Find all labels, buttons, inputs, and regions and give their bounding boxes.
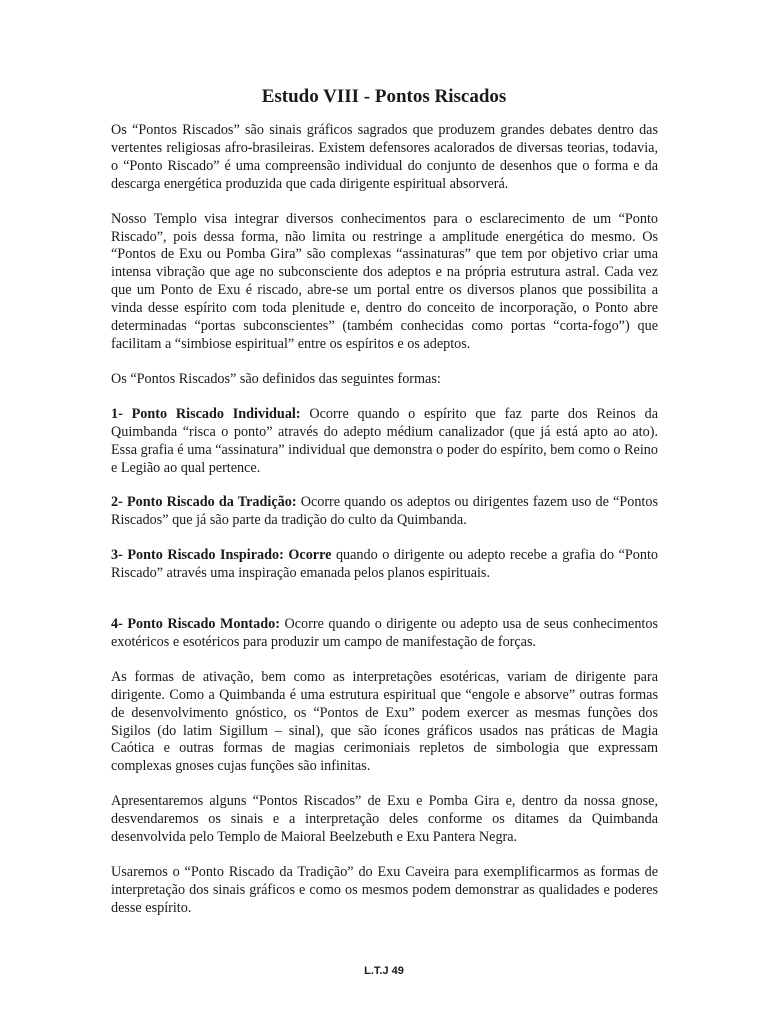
type-text: Ocorre quando o espírito que faz parte dos Reinos da Quimbanda “risca o ponto” através do adepto médium canalizador (que já está apto ao ato). Essa grafia é uma “assinatura” individual que demonstra o poder do espírito, bem como o Reino e Legião ao qual pertence. <box>111 405 658 476</box>
type-label: 2- Ponto Riscado da Tradição: <box>111 494 297 511</box>
type-tradicao <box>111 494 658 530</box>
type-label: 3- Ponto Riscado Inspirado: Ocorre <box>111 547 332 564</box>
type-text: Ocorre quando o dirigente ou adepto usa de seus conhecimentos exotéricos e esotéricos para produzir um campo de manifestação de forças. <box>111 616 658 650</box>
page-title: Estudo VIII - Pontos Riscados <box>261 86 507 107</box>
type-inspirado <box>111 547 658 583</box>
page-number-footer: L.T.J 49 <box>364 965 404 977</box>
type-individual <box>111 406 658 478</box>
paragraph-templo: Nosso Templo visa integrar diversos conhecimentos para o esclarecimento de um “Ponto Riscado”, pois dessa forma, não limita ou restringe a amplitude energética do mesmo. Os “Pontos de Exu ou Pomba Gira” são complexas “assinaturas” que tem por objetivo criar uma intensa vibração que age no subconsciente dos adeptos e na própria estrutura astral. Cada vez que um Ponto de Exu é riscado, abre-se um portal entre os diversos planos que possibilita a vinda desse espírito com toda plenitude e, dentro do conceito de incorporação, o Ponto abre determinadas “portas subconscientes” (também conhecidas como portas “corta-fogo”) que facilitam a “simbiose espiritual” entre os espíritos e os adeptos. <box>111 210 658 352</box>
paragraph-apresentaremos: Apresentaremos alguns “Pontos Riscados” de Exu e Pomba Gira e, dentro da nossa gnose, desvendaremos os sinais e a interpretação deles conforme os ditames da Quimbanda desenvolvida pelo Templo de Maioral Beelzebuth e Exu Pantera Negra. <box>111 793 658 846</box>
paragraph-ativacao: As formas de ativação, bem como as interpretações esotéricas, variam de dirigente para dirigente. Como a Quimbanda é uma estrutura espiritual que “engole e absorve” outras formas de desenvolvimento gnóstico, os “Pontos de Exu” podem exercer as mesmas funções dos Sigilos (do latim Sigillum – sinal), que são ícones gráficos usados nas práticas de Magia Caótica e outras formas de magias cerimoniais repletos de simbologia que expressam complexas gnoses cujas funções são infinitas. <box>111 668 658 775</box>
type-text: Ocorre quando os adeptos ou dirigentes fazem uso de “Pontos Riscados” que já são parte da tradição do culto da Quimbanda. <box>111 494 658 529</box>
document-body <box>111 122 658 918</box>
type-label: 1- Ponto Riscado Individual: <box>111 405 301 422</box>
type-text: quando o dirigente ou adepto recebe a grafia do “Ponto Riscado” através uma inspiração emanada pelos planos espirituais. <box>111 547 658 582</box>
type-label: 4- Ponto Riscado Montado: <box>111 616 280 633</box>
paragraph-usaremos: Usaremos o “Ponto Riscado da Tradição” do Exu Caveira para exemplificarmos as formas de interpretação dos sinais gráficos e como os mesmos podem demonstrar as qualidades e poderes desse espírito. <box>111 864 658 916</box>
type-montado <box>111 616 658 652</box>
paragraph-definitions-intro: Os “Pontos Riscados” são definidos das seguintes formas: <box>111 370 441 387</box>
paragraph-intro: Os “Pontos Riscados” são sinais gráficos sagrados que produzem grandes debates dentro das vertentes religiosas afro-brasileiras. Existem defensores acalorados de diversas teorias, todavia, o “Ponto Riscado” é uma compreensão individual do conjunto de desenhos que o forma e da descarga energética produzida que cada dirigente espiritual absorverá. <box>111 122 658 192</box>
